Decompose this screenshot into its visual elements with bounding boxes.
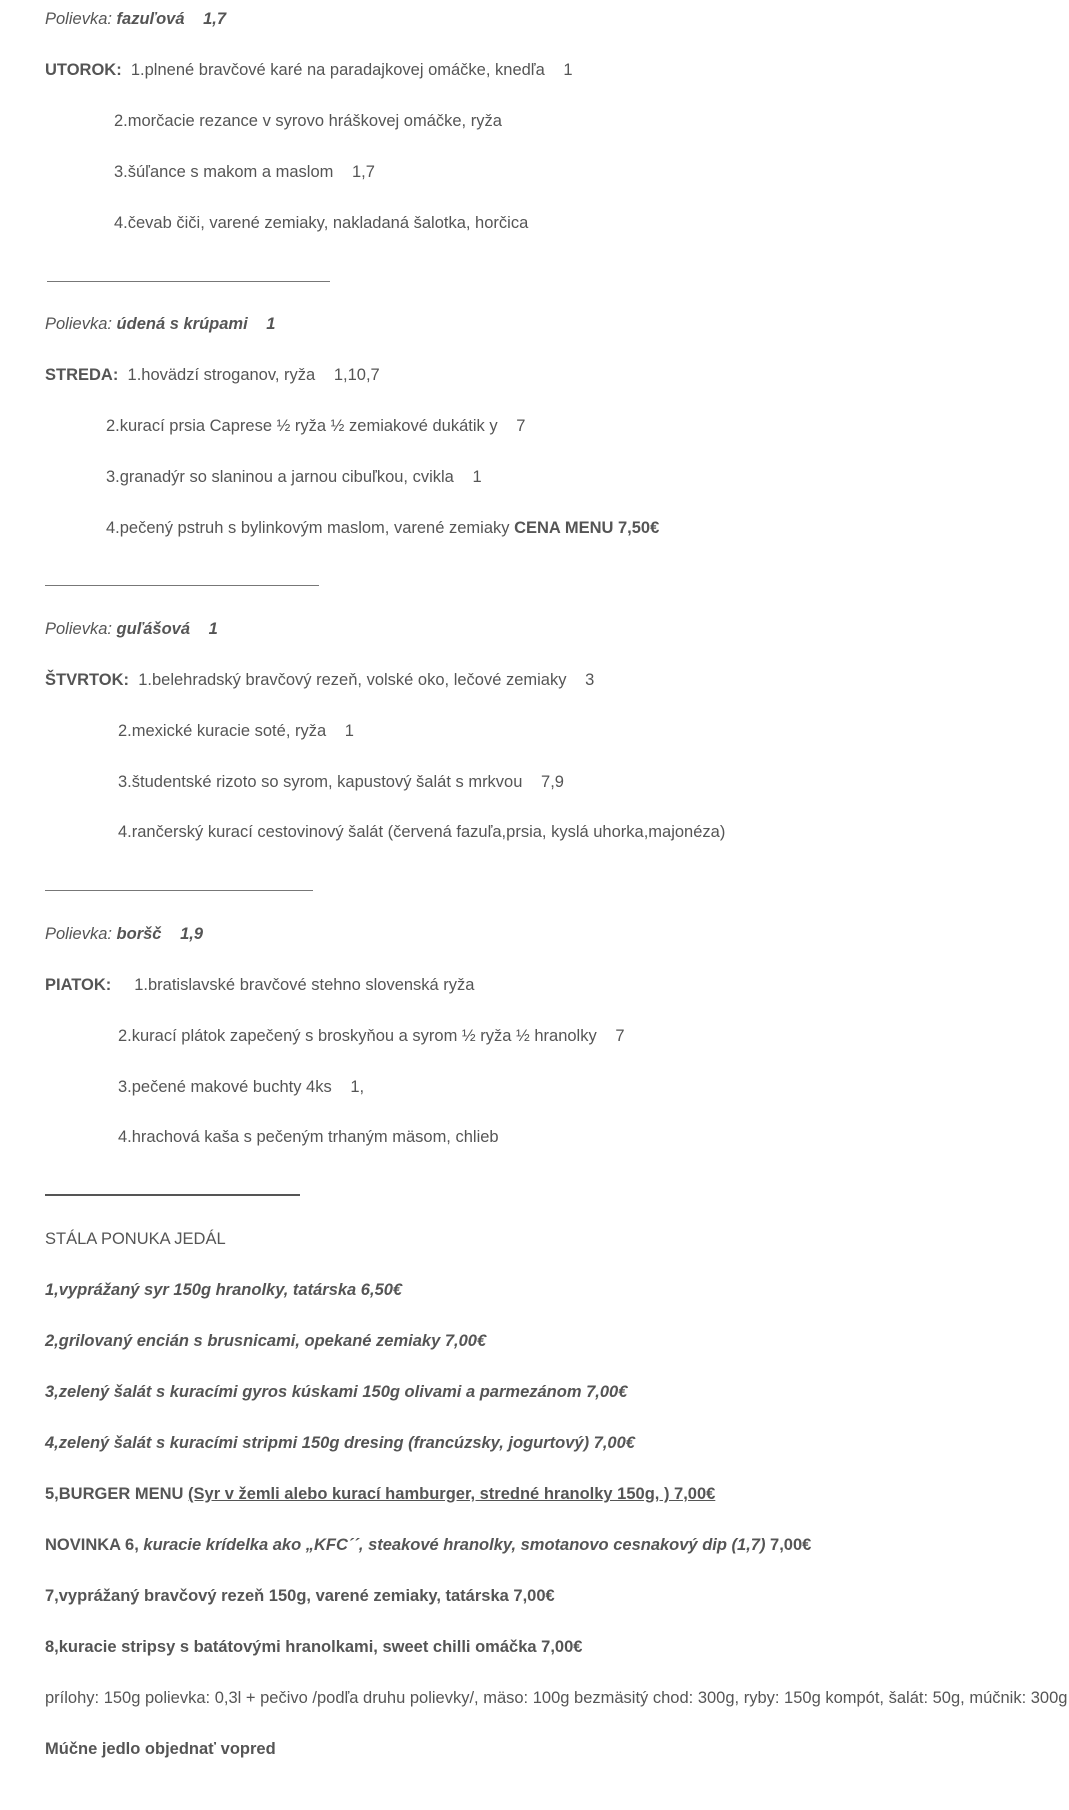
dish-text: 2.mexické kuracie soté, ryža: [118, 722, 327, 740]
dish-allergens: 1: [472, 468, 482, 486]
dish-text: 4.rančerský kurací cestovinový šalát (červená fazuľa,prsia, kyslá uhorka,majonéza): [118, 823, 726, 841]
dish-text: 4.hrachová kaša s pečeným trhaným mäsom, chlieb: [118, 1128, 499, 1146]
soup-name: guľášová: [116, 620, 191, 638]
soup-line-monday: [45, 9, 226, 29]
soup-label: Polievka:: [45, 925, 112, 943]
day-label-tuesday: UTOROK:: [45, 61, 122, 79]
standing-item-3: 3,zelený šalát s kuracími gyros kúskami 150g olivami a parmezánom 7,00€: [45, 1383, 628, 1401]
dish-text: 3.študentské rizoto so syrom, kapustový šalát s mrkvou: [118, 773, 523, 791]
soup-name: boršč: [116, 925, 162, 943]
menu-item-thursday-1: [45, 670, 594, 690]
dish-allergens: 1: [563, 61, 573, 79]
dish-allergens: 1: [344, 722, 354, 740]
dish-text: 1.bratislavské bravčové stehno slovenská ryža: [134, 976, 475, 994]
menu-item-wednesday-2: [106, 416, 525, 436]
menu-item-friday-3: [118, 1077, 364, 1097]
menu-item-thursday-3: [118, 772, 564, 792]
soup-name: fazuľová: [116, 10, 185, 28]
section-divider: [45, 585, 319, 586]
dish-allergens: 1,10,7: [333, 366, 380, 384]
standing-item-7: 7,vyprážaný bravčový rezeň 150g, varené zemiaky, tatárska 7,00€: [45, 1587, 555, 1605]
dish-text: 3.granadýr so slaninou a jarnou cibuľkou, cvikla: [106, 468, 454, 486]
menu-item-friday-2: [118, 1026, 625, 1046]
soup-line-friday: [45, 924, 203, 944]
soup-label: Polievka:: [45, 315, 112, 333]
soup-name: údená s krúpami: [116, 315, 248, 333]
menu-item-tuesday-1: [45, 60, 573, 80]
dish-allergens: 1,7: [351, 163, 375, 181]
burger-menu-detail: (Syr v žemli alebo kurací hamburger, stredné hranolky 150g, ) 7,00€: [188, 1485, 716, 1503]
soup-allergens: 1,7: [203, 10, 227, 28]
dish-allergens: 7: [615, 1027, 625, 1045]
menu-item-tuesday-3: [114, 162, 375, 182]
new-item-label: NOVINKA 6,: [45, 1536, 144, 1554]
standing-item-5: [45, 1484, 715, 1504]
menu-item-friday-4: [118, 1127, 499, 1147]
dish-allergens: 7: [516, 417, 526, 435]
portion-sizes: prílohy: 150g polievka: 0,3l + pečivo /podľa druhu polievky/, mäso: 100g bezmäsitý chod: 300g, ryby: 150g kompót, šalát: 50g, múčnik: 300g: [45, 1689, 1068, 1707]
standing-item-4: 4,zelený šalát s kuracími stripmi 150g dresing (francúzsky, jogurtový) 7,00€: [45, 1434, 635, 1452]
soup-label: Polievka:: [45, 620, 112, 638]
dish-allergens: 3: [585, 671, 595, 689]
standing-menu-title: STÁLA PONUKA JEDÁL: [45, 1230, 226, 1248]
new-item-price: 7,00€: [765, 1536, 812, 1554]
standing-item-2: 2,grilovaný encián s brusnicami, opekané zemiaky 7,00€: [45, 1332, 487, 1350]
section-divider: [47, 281, 330, 282]
soup-allergens: 1: [266, 315, 276, 333]
dish-text: 4.pečený pstruh s bylinkovým maslom, varené zemiaky: [106, 519, 510, 537]
day-label-wednesday: STREDA:: [45, 366, 119, 384]
menu-item-wednesday-3: [106, 467, 482, 487]
dish-text: 3.šúľance s makom a maslom: [114, 163, 334, 181]
new-item-detail: kuracie krídelka ako „KFC´´, steakové hranolky, smotanovo cesnakový dip (1,7): [143, 1536, 766, 1554]
dish-text: 2.kurací prsia Caprese ½ ryža ½ zemiakové dukátik y: [106, 417, 498, 435]
day-label-friday: PIATOK:: [45, 976, 112, 994]
menu-price: CENA MENU 7,50€: [514, 519, 660, 537]
dish-text: 1.hovädzí stroganov, ryža: [127, 366, 316, 384]
dish-text: 2.kurací plátok zapečený s broskyňou a syrom ½ ryža ½ hranolky: [118, 1027, 597, 1045]
dish-text: 2.morčacie rezance v syrovo hráškovej omáčke, ryža: [114, 112, 502, 130]
menu-item-thursday-4: [118, 822, 725, 842]
menu-item-wednesday-4: [106, 518, 659, 538]
order-note: Múčne jedlo objednať vopred: [45, 1740, 276, 1758]
dish-text: 3.pečené makové buchty 4ks: [118, 1078, 332, 1096]
menu-item-thursday-2: [118, 721, 354, 741]
dish-text: 4.čevab čiči, varené zemiaky, nakladaná šalotka, horčica: [114, 214, 529, 232]
menu-item-tuesday-2: [114, 111, 502, 131]
section-divider: [45, 1194, 300, 1196]
menu-item-tuesday-4: [114, 213, 528, 233]
burger-menu-label: 5,BURGER MENU: [45, 1485, 189, 1503]
standing-item-6: [45, 1535, 811, 1555]
soup-line-thursday: [45, 619, 218, 639]
dish-allergens: 7,9: [541, 773, 564, 791]
standing-item-1: 1,vyprážaný syr 150g hranolky, tatárska 6,50€: [45, 1281, 403, 1299]
dish-text: 1.plnené bravčové karé na paradajkovej omáčke, knedľa: [130, 61, 545, 79]
soup-label: Polievka:: [45, 10, 112, 28]
soup-line-wednesday: [45, 314, 275, 334]
soup-allergens: 1,9: [180, 925, 204, 943]
menu-item-friday-1: [45, 975, 474, 995]
menu-item-wednesday-1: [45, 365, 380, 385]
soup-allergens: 1: [208, 620, 218, 638]
section-divider: [45, 890, 313, 891]
dish-text: 1.belehradský bravčový rezeň, volské oko, lečové zemiaky: [138, 671, 567, 689]
day-label-thursday: ŠTVRTOK:: [45, 671, 130, 689]
standing-item-8: 8,kuracie stripsy s batátovými hranolkami, sweet chilli omáčka 7,00€: [45, 1638, 583, 1656]
dish-allergens: 1,: [350, 1078, 365, 1096]
